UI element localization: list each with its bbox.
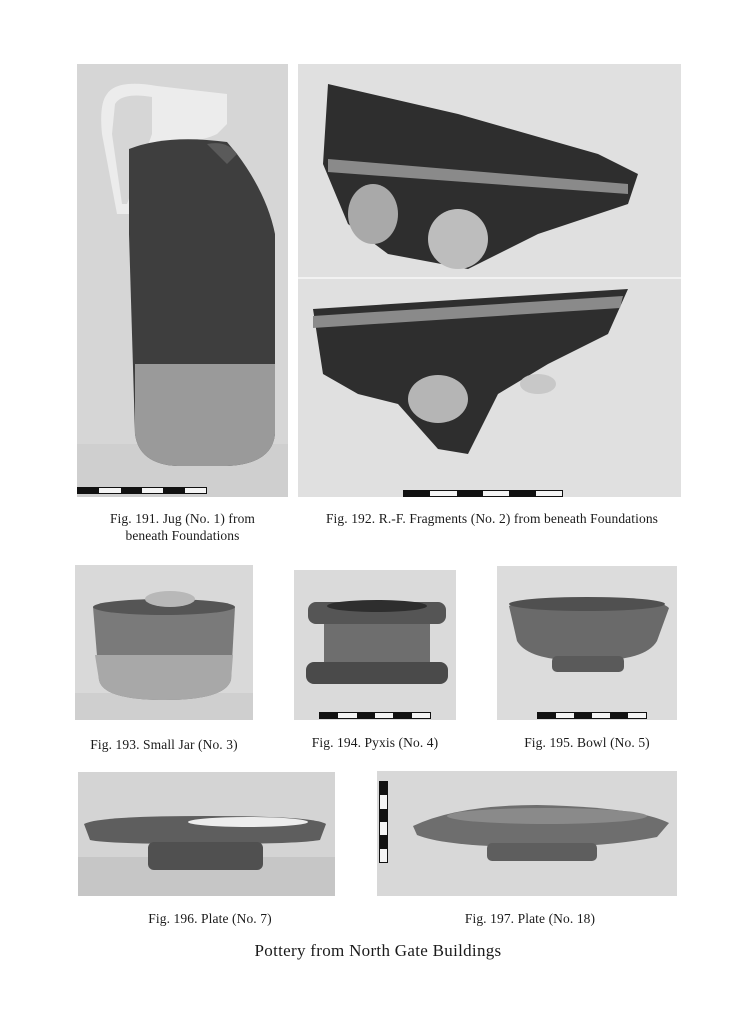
caption-line: Fig. 191. Jug (No. 1) from	[109, 511, 256, 526]
figure-193-photo	[75, 565, 253, 720]
figure-194-photo	[294, 570, 456, 720]
page-title: Pottery from North Gate Buildings	[254, 941, 502, 960]
jar-photo-icon	[75, 565, 253, 720]
scale-bar	[403, 490, 563, 497]
figure-197-photo	[377, 771, 677, 896]
figure-195-photo	[497, 566, 677, 720]
scale-bar-vertical	[379, 781, 388, 863]
figure-194-caption: Fig. 194. Pyxis (No. 4)	[311, 735, 439, 750]
figure-196-photo	[78, 772, 335, 896]
scale-bar	[537, 712, 647, 719]
figure-196-caption: Fig. 196. Plate (No. 7)	[148, 911, 272, 926]
fragments-photo-icon	[298, 64, 681, 497]
figure-191-caption	[77, 510, 288, 544]
jug-photo-icon	[77, 64, 288, 497]
plate-photo-icon	[78, 772, 335, 896]
figure-192-caption: Fig. 192. R.-F. Fragments (No. 2) from beneath Foundations	[325, 511, 659, 526]
figure-193-caption: Fig. 193. Small Jar (No. 3)	[90, 737, 238, 752]
figure-192-photo	[298, 64, 681, 497]
figure-191-photo	[77, 64, 288, 497]
scale-bar	[77, 487, 207, 494]
caption-line: beneath Foundations	[125, 528, 240, 543]
bowl-photo-icon	[497, 566, 677, 720]
scale-bar	[319, 712, 431, 719]
plate-photo-icon	[377, 771, 677, 896]
figure-195-caption: Fig. 195. Bowl (No. 5)	[524, 735, 650, 750]
figure-197-caption: Fig. 197. Plate (No. 18)	[464, 911, 596, 926]
pyxis-photo-icon	[294, 570, 456, 720]
